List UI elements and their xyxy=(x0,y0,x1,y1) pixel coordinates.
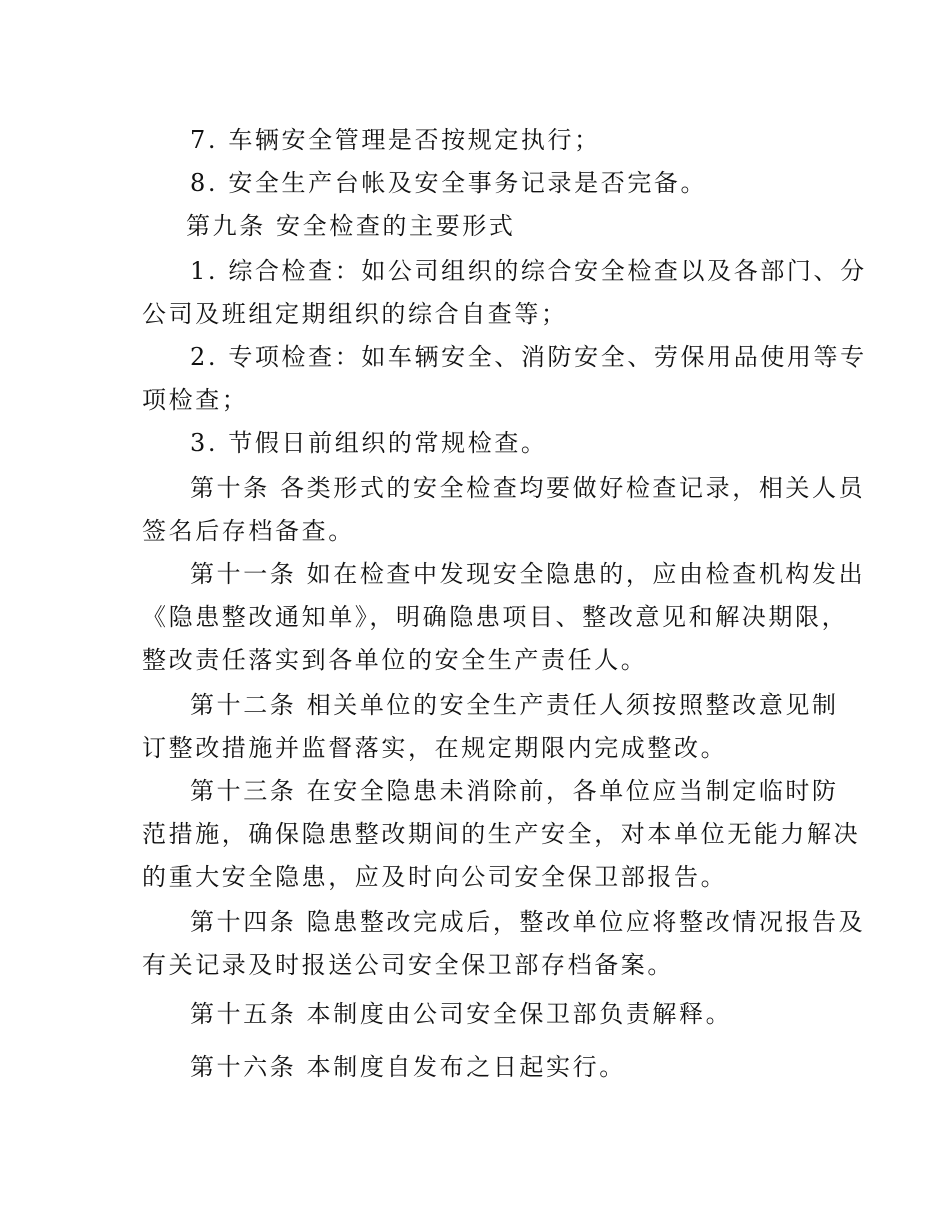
article-12-line-1: 第十二条 相关单位的安全生产责任人须按照整改意见制 xyxy=(190,691,839,719)
article-14-line-1: 第十四条 隐患整改完成后，整改单位应将整改情况报告及 xyxy=(190,908,866,936)
text-line-4: 1. 综合检查：如公司组织的综合安全检查以及各部门、分 xyxy=(190,257,867,285)
text-line-1: 7. 车辆安全管理是否按规定执行； xyxy=(190,126,601,154)
article-13-line-1: 第十三条 在安全隐患未消除前，各单位应当制定临时防 xyxy=(190,777,839,805)
article-10-line-2: 签名后存档备查。 xyxy=(142,517,355,545)
text-line-8: 3. 节假日前组织的常规检查。 xyxy=(190,429,548,457)
article-13-line-3: 的重大安全隐患，应及时向公司安全保卫部报告。 xyxy=(142,863,728,891)
text-line-2: 8. 安全生产台帐及安全事务记录是否完备。 xyxy=(190,169,708,197)
article-16-line: 第十六条 本制度自发布之日起实行。 xyxy=(190,1053,626,1081)
article-14-line-2: 有关记录及时报送公司安全保卫部存档备案。 xyxy=(142,951,674,979)
article-10-line-1: 第十条 各类形式的安全检查均要做好检查记录，相关人员 xyxy=(190,474,866,502)
text-line-7: 项检查； xyxy=(142,386,249,414)
article-15-line: 第十五条 本制度由公司安全保卫部负责解释。 xyxy=(190,1000,733,1028)
article-13-line-2: 范措施，确保隐患整改期间的生产安全，对本单位无能力解决 xyxy=(142,820,861,848)
article-11-line-3: 整改责任落实到各单位的安全生产责任人。 xyxy=(142,646,648,674)
article-12-line-2: 订整改措施并监督落实，在规定期限内完成整改。 xyxy=(142,734,728,762)
article-11-line-2: 《隐患整改通知单》，明确隐患项目、整改意见和解决期限， xyxy=(142,603,849,631)
text-line-6: 2. 专项检查：如车辆安全、消防安全、劳保用品使用等专 xyxy=(190,343,867,371)
article-11-line-1: 第十一条 如在检查中发现安全隐患的，应由检查机构发出 xyxy=(190,560,866,588)
section-heading-9: 第九条 安全检查的主要形式 xyxy=(186,212,516,240)
text-line-5: 公司及班组定期组织的综合自查等； xyxy=(142,300,568,328)
